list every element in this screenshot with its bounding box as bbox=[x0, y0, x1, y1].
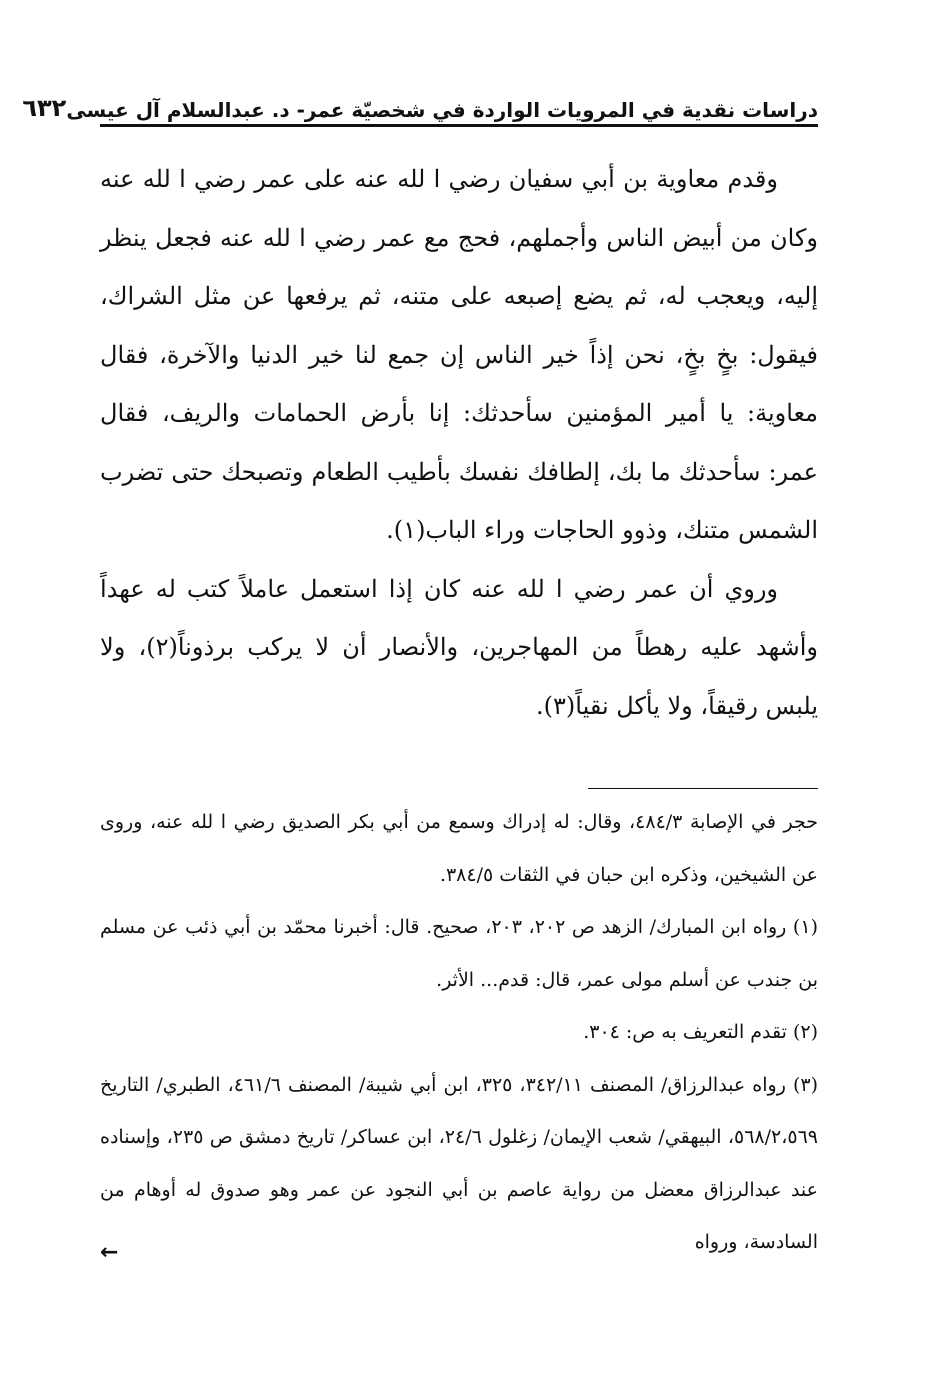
main-text bbox=[100, 150, 818, 735]
body-paragraph: وقدم معاوية بن أبي سفيان رضي ا لله عنه على عمر رضي ا لله عنه وكان من أبيض الناس وأجملهم، فحج مع عمر رضي ا لله عنه فجعل ينظر إليه، ويعجب له، ثم يضع إصبعه على متنه، ثم يرفعها عن مثل الشراك، فيقول: بخٍ بخٍ، نحن إذاً خير الناس إن جمع لنا خير الدنيا والآخرة، فقال معاوية: يا أمير المؤمنين سأحدثك: إنا بأرض الحمامات والريف، فقال عمر: سأحدثك ما بك، إلطافك نفسك بأطيب الطعام وتصبحك حتى تضرب الشمس متنك، وذوو الحاجات وراء الباب(١). bbox=[100, 165, 818, 544]
body-paragraph: وروي أن عمر رضي ا لله عنه كان إذا استعمل عاملاً كتب له عهداً وأشهد عليه رهطاً من المهاجرين، والأنصار أن لا يركب برذوناً(٢)، ولا يلبس رقيقاً، ولا يأكل نقياً(٣). bbox=[100, 574, 818, 720]
running-title: دراسات نقدية في المرويات الواردة في شخصيّة عمر- د. عبدالسلام آل عيسى bbox=[66, 98, 818, 122]
continue-arrow-icon: ← bbox=[100, 1240, 119, 1265]
footnote-item: (٢) تقدم التعريف به ص: ٣٠٤. bbox=[583, 1021, 818, 1043]
header-rule bbox=[100, 124, 818, 127]
footnotes bbox=[100, 796, 818, 1269]
footnote-item: (٣) رواه عبدالرزاق/ المصنف ٣٤٢/١١، ٣٢٥، ابن أبي شيبة/ المصنف ٤٦١/٦، الطبري/ التاريخ ٥٦٨/٢،٥٦٩، البيهقي/ شعب الإيمان/ زغلول ٢٤/٦، ابن عساكر/ تاريخ دمشق ص ٢٣٥، وإسناده عند عبدالرزاق معضل من رواية عاصم بن أبي النجود عن عمر وهو صدوق له أوهام من السادسة، ورواه bbox=[100, 1073, 819, 1253]
running-header bbox=[22, 82, 818, 122]
footnote-item: (١) رواه ابن المبارك/ الزهد ص ٢٠٢، ٢٠٣، صحيح. قال: أخبرنا محمّد بن أبي ذئب عن مسلم بن جندب عن أسلم مولى عمر، قال: قدم... الأثر. bbox=[100, 916, 818, 991]
page-number: ٦٣٢ bbox=[22, 94, 67, 122]
footnote-separator bbox=[588, 788, 818, 789]
footnote-continuation: حجر في الإصابة ٤٨٤/٣، وقال: له إدراك وسمع من أبي بكر الصديق رضي ا لله عنه، وروى عن الشيخين، وذكره ابن حبان في الثقات ٣٨٤/٥. bbox=[100, 811, 819, 886]
